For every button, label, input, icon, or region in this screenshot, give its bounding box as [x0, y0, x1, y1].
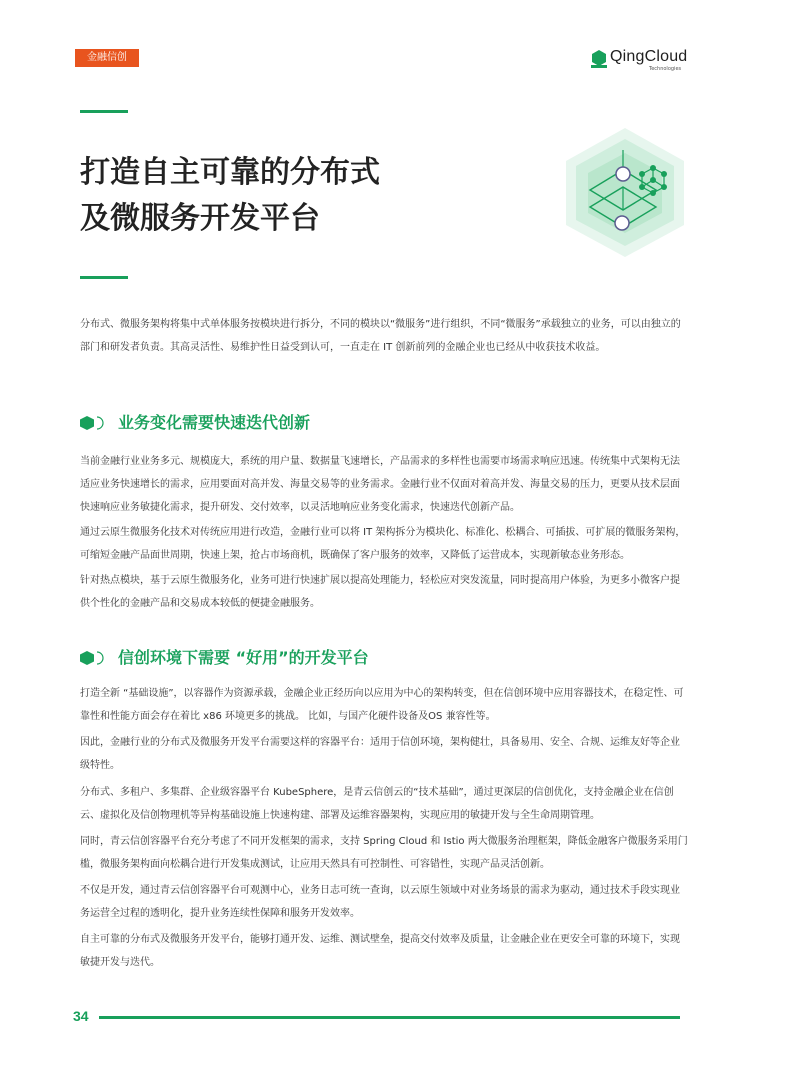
section-2-paragraph: 因此，金融行业的分布式及微服务开发平台需要这样的容器平台：适用于信创环境，架构健壮，具备易用、安全、合规、运维友好等企业级特性。	[80, 737, 680, 771]
logo-text: QingCloud	[610, 48, 688, 65]
section-1-paragraph: 当前金融行业业务多元、规模庞大，系统的用户量、数据量飞速增长，产品需求的多样性也需要市场需求响应迅速。传统集中式架构无法适应业务快速增长的需求，应用要面对高并发、海量交易等的业务需求。金融行业不仅面对着高并发、海量交易的压力，更要从技术层面快速响应业务敏捷化需求，提升研发、交付效率，以灵活地响应业务变化需求，快速迭代创新产品。	[80, 456, 680, 513]
section-2-title: 信创环境下需要 “好用”的开发平台	[118, 648, 369, 667]
section-2-paragraph: 同时，青云信创容器平台充分考虑了不同开发框架的需求，支持 Spring Cloud 和 Istio 两大微服务治理框架，降低金融客户微服务采用门槛，微服务架构面向松耦合进行开发集成测试，让应用天然具有可控制性、可容错性，实现产品灵活创新。	[80, 836, 688, 870]
section-hexagon-icon	[79, 415, 105, 431]
section-1-paragraph: 针对热点模块，基于云原生微服务化，业务可进行快速扩展以提高处理能力，轻松应对突发流量，同时提高用户体验，为更多小微客户提供个性化的金融产品和交易成本较低的便捷金融服务。	[80, 575, 680, 609]
footer-rule	[99, 1016, 680, 1019]
section-2-paragraph: 不仅是开发，通过青云信创容器平台可观测中心，业务日志可统一查询，以云原生领域中对业务场景的需求为驱动，通过技术手段实现业务运营全过程的透明化，提升业务连续性保障和服务开发效率。	[80, 885, 680, 919]
page-number: 34	[73, 1008, 89, 1024]
section-hexagon-icon	[79, 650, 105, 666]
logo-subtext: Technologies	[649, 66, 682, 72]
page-title-line-1: 打造自主可靠的分布式	[80, 155, 380, 190]
intro-paragraph: 分布式、微服务架构将集中式单体服务按模块进行拆分，不同的模块以“微服务”进行组织，不同“微服务”承载独立的业务，可以由独立的部门和研发者负责。其高灵活性、易维护性日益受到认可，一直走在 IT 创新前列的金融企业也已经从中收获技术收益。	[80, 319, 681, 353]
qingcloud-logo-icon	[590, 49, 608, 69]
page-title	[80, 150, 380, 242]
page-title-line-2: 及微服务开发平台	[80, 201, 320, 236]
qingcloud-logo	[590, 49, 690, 75]
section-1-paragraph: 通过云原生微服务化技术对传统应用进行改造，金融行业可以将 IT 架构拆分为模块化、标准化、松耦合、可插拔、可扩展的微服务架构，可缩短金融产品面世周期，快速上架，抢占市场商机，既确保了客户服务的效率，又降低了运营成本，实现新敏态业务形态。	[80, 527, 686, 561]
category-tag: 金融信创	[75, 49, 139, 67]
section-2-paragraph: 分布式、多租户、多集群、企业级容器平台 KubeSphere，是青云信创云的“技术基础”，通过更深层的信创优化，支持金融企业在信创云、虚拟化及信创物理机等异构基础设施上快速构建、部署及运维容器架构，实现应用的敏捷开发与全生命周期管理。	[80, 787, 674, 821]
title-top-rule	[80, 110, 128, 113]
title-bottom-rule	[80, 276, 128, 279]
section-2-paragraph: 打造全新 “基础设施”，以容器作为资源承载，金融企业正经历向以应用为中心的架构转变，但在信创环境中应用容器技术，在稳定性、可靠性和性能方面会存在着比 x86 环境更多的挑战。 比如，与国产化硬件设备及OS 兼容性等。	[80, 688, 684, 722]
hero-network-illustration	[560, 125, 690, 260]
section-2-paragraph: 自主可靠的分布式及微服务开发平台，能够打通开发、运维、测试壁垒，提高交付效率及质量，让金融企业在更安全可靠的环境下，实现敏捷开发与迭代。	[80, 934, 680, 968]
section-1-title: 业务变化需要快速迭代创新	[118, 413, 311, 432]
